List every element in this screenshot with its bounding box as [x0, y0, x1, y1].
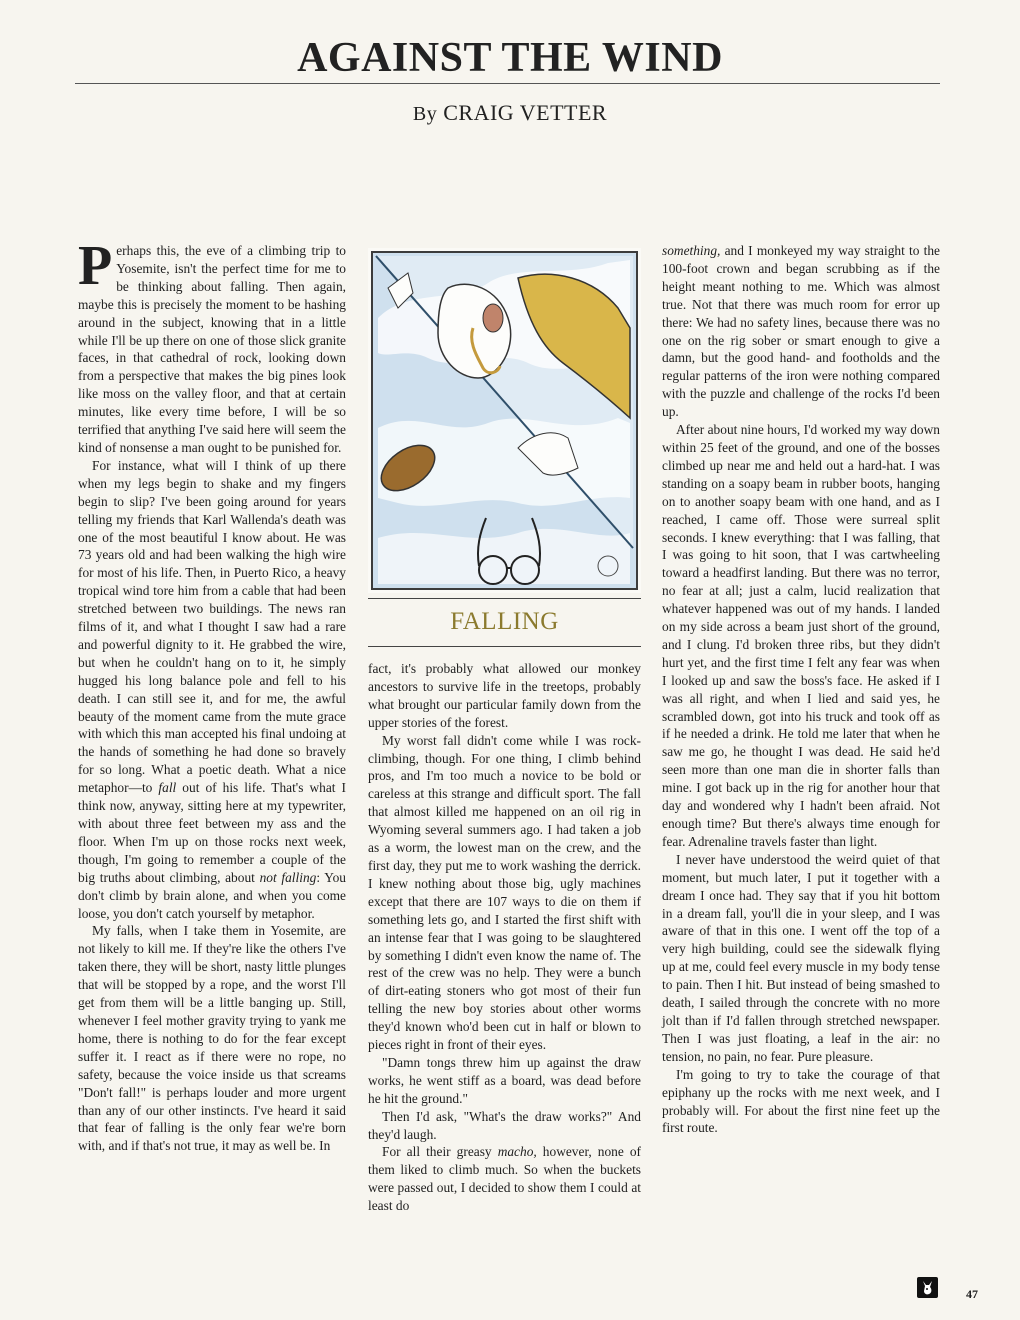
paragraph-text: For instance, what will I think of up there when my legs begin to shake and my fingers begin to slip? I've been going around for years telling my friends that Karl Wallenda's death was one of the most beautiful I know about. He was 73 years old and had been walking the high wire for most of his life. Then, in Puerto Rico, a heavy tropical wind tore him from a cable that had been stretched between two buildings. The news ran films of it, and what I thought I saw had a rare and powerful dignity to it. He grabbed the wire, but when he couldn't hang on to it, he simply hugged his long balance pole and fell to his death. I can still see it, and for me, the awful beauty of the moment came from the mute grace with which this man accepted his final undoing at the hands of something he had done so bravely for so long. What a poetic death. What a nice metaphor—to	[78, 457, 346, 796]
byline-author: CRAIG VETTER	[443, 100, 608, 125]
title-rule	[75, 83, 940, 84]
paragraph-text: My worst fall didn't come while I was rock-climbing, though. For one thing, I climb behind pros, and I'm too much a novice to be bold or careless at this strange and difficult sport. The fall that almost killed me happened on an oil rig in Wyoming several summers ago. I had taken a job as a worm, the lowest man on the crew, and the first day, they put me to work washing the derrick. I knew nothing about those big, ugly machines except that there are 107 ways to die on them if something lets go, and I started the first shift with an intense fear that I was going to be slaughtered by something I didn't even know the name of. The rest of the crew was no help. They were a bunch of dirt-eating stoners who got most of their fun telling the new boy stories about other worms they'd known who'd been cut in half or blown to pieces right in front of their eyes.	[368, 732, 641, 1053]
paragraph-text: out of his life. That's what I think now, anyway, sitting here at my typewriter, with about three feet between my ass and the floor. When I'm up on those rocks next week, though, I'm going to remember a couple of the big truths about climbing, about	[78, 780, 346, 885]
paragraph	[78, 235, 346, 457]
section-rule-top	[368, 598, 641, 599]
paragraph	[78, 922, 346, 1155]
byline-prefix: By	[412, 103, 438, 125]
page-number: 47	[966, 1287, 978, 1301]
paragraph-text: Then I'd ask, "What's the draw works?" And they'd laugh.	[368, 1108, 641, 1142]
article-title: AGAINST THE WIND	[297, 35, 723, 81]
falling-illustration	[368, 248, 641, 593]
section-rule-bottom	[368, 646, 641, 647]
paragraph	[662, 242, 940, 421]
drop-cap: P	[78, 235, 113, 297]
emphasis-fall: fall	[158, 780, 177, 796]
emphasis-not-falling: not falling	[259, 869, 317, 885]
column-2	[368, 660, 641, 1215]
emphasis-something: something,	[662, 243, 721, 258]
paragraph	[368, 1143, 641, 1215]
paragraph	[662, 421, 940, 851]
paragraph-text: : You don't climb by brain alone, and when you come loose, you don't catch yourself by metaphor.	[78, 869, 346, 921]
paragraph-text: My falls, when I take them in Yosemite, are not likely to kill me. If they're like the others I've taken there, they will be short, nasty little plunges that will be stopped by a rope, and the worst I'll get from them will be a little banging up. Still, whenever I feel mother gravity trying to yank me home, there is nothing to do for the fear except suffer it. I react as if there were no rope, no safety, because the voice inside us that screams "Don't fall!" is perhaps louder and more urgent than any of our other instincts. I've heard it said that fear of falling is the only fear we're born with, and if that's not true, it may as well be. In	[78, 923, 346, 1154]
paragraph	[368, 1054, 641, 1108]
emphasis-macho: macho,	[497, 1144, 537, 1160]
paragraph	[368, 732, 641, 1054]
column-3	[662, 242, 940, 1137]
paragraph-text: fact, it's probably what allowed our monkey ancestors to survive life in the treetops, probably what brought our particular family down from the upper stories of the forest.	[368, 661, 641, 730]
rabbit-head-icon	[917, 1277, 938, 1298]
paragraph-text: For all their greasy	[382, 1144, 498, 1160]
paragraph-text: I never have understood the weird quiet of that moment, but much later, I put it together with a dream I once had. They say that if you hit bottom in a dream fall, you'll die in your sleep, and I was aware of that in this one. I went off the top of a very high building, could see the sidewalk flying up at me, could feel every muscle in my body tense to pain. Then I hit. But instead of being smashed to death, I sailed through the concrete with no more jolt than if I'd fallen through stretched newspaper. Then I was just floating, a leaf in the air: no tension, no pain, no fear. Pure pleasure.	[662, 851, 940, 1064]
paragraph-text: I'm going to try to take the courage of that epiphany up the rocks with me next week, and I probably will. For about the first nine feet up the first route.	[662, 1066, 940, 1136]
column-1	[78, 235, 346, 1155]
paragraph	[368, 1108, 641, 1144]
paragraph	[368, 660, 641, 732]
paragraph-text: and I monkeyed my way straight to the 100-foot crown and began scrubbing as if the height meant nothing to me. Which was almost true. Not that there was much room for error up there: We had no safety lines, because there was no one on the rig sober or smart enough to give a damn, but the good hand- and footholds and the regular patterns of the iron were nothing compared with the puzzle and challenge of the rocks I'd been up.	[662, 243, 940, 420]
paragraph	[662, 1066, 940, 1138]
paragraph-text: "Damn tongs threw him up against the draw works, he went stiff as a board, was dead before he hit the ground."	[368, 1054, 641, 1106]
byline	[0, 100, 1020, 126]
paragraph	[662, 851, 940, 1066]
paragraph	[78, 457, 346, 923]
paragraph-text: however, none of them liked to climb much. So when the buckets were passed out, I decided to show them I could at least do	[368, 1144, 641, 1214]
paragraph-text: erhaps this, the eve of a climbing trip to Yosemite, isn't the perfect time for me to be thinking about falling. Then again, maybe this is precisely the moment to be hashing around in the subject, knowing that in a little while I'll be up there on one of those slick granite faces, in that cathedral of rock, looking down from a perspective that makes the big pines look like moss on the valley floor, and that at certain minutes, like every time before, I will be so terrified that anything I've said here will seem the kind of nonsense a man ought to be punished for.	[78, 243, 346, 455]
paragraph-text: After about nine hours, I'd worked my way down within 25 feet of the ground, and one of the bosses climbed up near me and held out a hard-hat. I was standing on a soapy beam in rubber boots, hanging on to another soapy beam with one hand, and as I reached, I came off. Those were surreal split seconds. I knew everything: that I was falling, that I was going to hit soon, that I was cartwheeling toward a headfirst landing. But there was no terror, no fear at all; just a calm, lucid realization that whatever happened was out of my hands. I landed on my side across a beam just short of the ground, and I clung. I'd broken three ribs, but they didn't hurt yet, and the first time I felt any fear was when I looked up and saw the boss's face. He asked if I was all right, and when I lied and said yes, he scrambled down, got into his truck and took off as if he needed a drink. He told me later that when he saw me go, he thought I was dead. He said he'd seen more than one man die in shorter falls than mine. I got back up in the rig for another hour that day and wondered why I hadn't been afraid. Not enough time? But there's always time enough for fear. Adrenaline travels faster than light.	[662, 422, 940, 849]
section-heading: FALLING	[450, 608, 559, 635]
